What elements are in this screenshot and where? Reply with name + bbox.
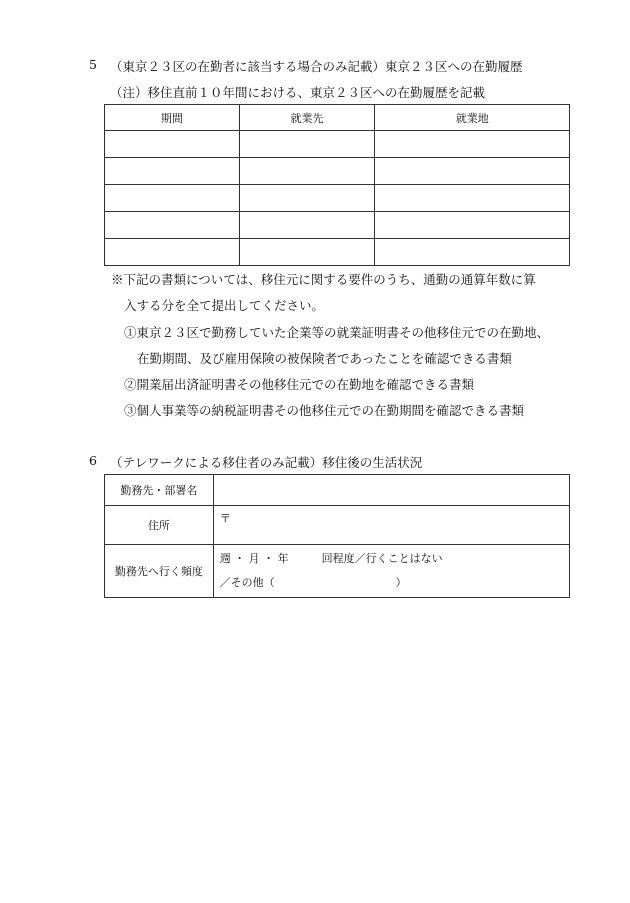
header-period: 期間 [105, 105, 240, 131]
table-row [105, 131, 570, 158]
period-cell[interactable] [105, 131, 240, 158]
header-workplace: 就業地 [375, 105, 570, 131]
employer-cell[interactable] [239, 158, 375, 185]
employer-row [105, 475, 570, 506]
section5-heading: （東京２３区の在勤者に該当する場合のみ記載）東京２３区への在勤履歴 [110, 59, 523, 74]
table-row [105, 158, 570, 185]
work-history-table [104, 104, 570, 266]
employer-label: 勤務先・部署名 [105, 475, 214, 506]
workplace-cell[interactable] [375, 185, 570, 212]
table-row [105, 212, 570, 239]
table-header-row [105, 105, 570, 131]
table-row [105, 239, 570, 266]
living-situation-table [104, 474, 570, 598]
document-item-1-line2: 在勤期間、及び雇用保険の被保険者であったことを確認できる書類 [137, 351, 512, 366]
header-employer: 就業先 [239, 105, 375, 131]
employer-cell[interactable] [239, 131, 375, 158]
postal-mark: 〒 [219, 512, 231, 525]
period-cell[interactable] [105, 239, 240, 266]
frequency-options: 週 ・ 月 ・ 年 回程度／行くことはない [219, 552, 443, 565]
address-label: 住所 [105, 506, 214, 545]
workplace-cell[interactable] [375, 239, 570, 266]
employer-cell[interactable] [239, 185, 375, 212]
frequency-label: 勤務先へ行く頻度 [105, 545, 214, 598]
workplace-cell[interactable] [375, 158, 570, 185]
section6-number: 6 [89, 453, 97, 468]
document-item-2: ②開業届出済証明書その他移住元での在勤地を確認できる書類 [124, 377, 475, 392]
section5-note: （注）移住直前１０年間における、東京２３区への在勤履歴を記載 [110, 85, 486, 100]
frequency-row [105, 545, 570, 598]
address-row [105, 506, 570, 545]
documents-note-line2: 入する分を全て提出してください。 [124, 298, 325, 313]
workplace-cell[interactable] [375, 212, 570, 239]
period-cell[interactable] [105, 158, 240, 185]
document-item-1-line1: ①東京２３区で勤務していた企業等の就業証明書その他移住元での在勤地、 [124, 325, 550, 340]
period-cell[interactable] [105, 185, 240, 212]
employer-field[interactable] [213, 475, 569, 506]
frequency-other: ／その他（ ） [219, 576, 407, 589]
workplace-cell[interactable] [375, 131, 570, 158]
documents-note-line1: ※下記の書類については、移住元に関する要件のうち、通勤の通算年数に算 [111, 272, 536, 287]
employer-cell[interactable] [239, 239, 375, 266]
document-item-3: ③個人事業等の納税証明書その他移住元での在勤期間を確認できる書類 [124, 403, 525, 418]
section6-heading: （テレワークによる移住者のみ記載）移住後の生活状況 [110, 455, 423, 470]
table-row [105, 185, 570, 212]
address-field[interactable] [213, 506, 569, 545]
period-cell[interactable] [105, 212, 240, 239]
section5-number: 5 [89, 57, 97, 72]
frequency-field[interactable] [213, 545, 569, 598]
employer-cell[interactable] [239, 212, 375, 239]
